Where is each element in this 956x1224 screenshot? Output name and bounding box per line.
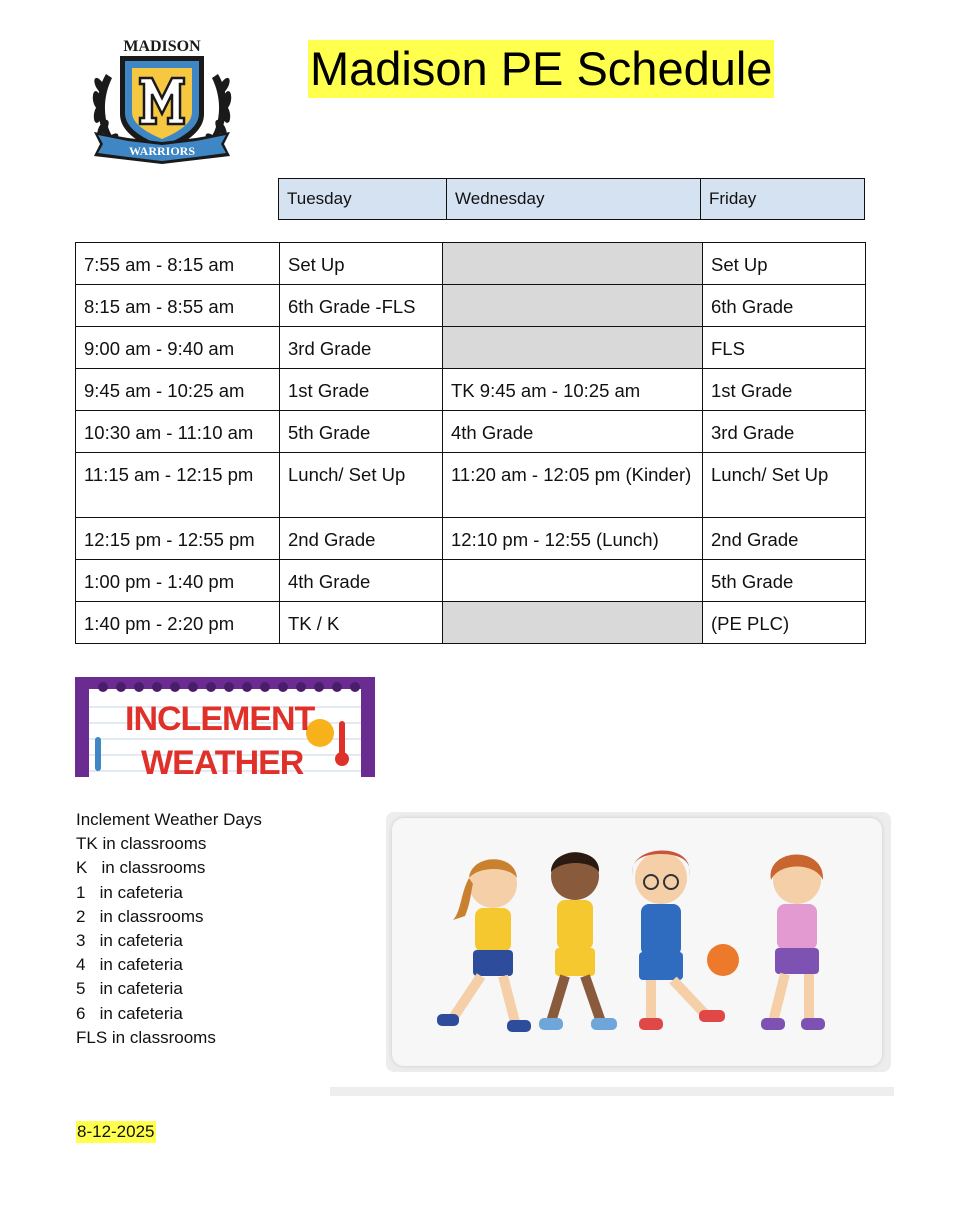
schedule-tuesday-cell: Lunch/ Set Up [280, 453, 443, 518]
logo-ribbon-text: WARRIORS [128, 144, 196, 158]
schedule-row [76, 602, 866, 644]
schedule-friday-cell: 2nd Grade [703, 518, 866, 560]
schedule-row [76, 369, 866, 411]
inclement-weather-item: K in classrooms [76, 858, 206, 878]
inclement-weather-item: 3 in cafeteria [76, 931, 183, 951]
schedule-row [76, 560, 866, 602]
day-header-friday: Friday [701, 179, 865, 220]
inclement-weather-items [76, 832, 262, 1050]
madison-warriors-logo [88, 34, 236, 168]
kid-yellow-jersey [539, 852, 617, 1030]
inclement-weather-item: 2 in classrooms [76, 906, 204, 926]
schedule-tuesday-cell: 4th Grade [280, 560, 443, 602]
schedule-row [76, 411, 866, 453]
schedule-row [76, 327, 866, 369]
schedule-friday-cell: 6th Grade [703, 285, 866, 327]
banner-line2: WEATHER [141, 744, 304, 777]
banner-line1: INCLEMENT [125, 700, 315, 738]
day-header-tuesday: Tuesday [279, 179, 447, 220]
schedule-time-cell: 9:45 am - 10:25 am [76, 369, 280, 411]
schedule-time-cell: 12:15 pm - 12:55 pm [76, 518, 280, 560]
schedule-row [76, 453, 866, 518]
inclement-weather-list [76, 808, 262, 1050]
schedule-wednesday-cell [443, 285, 703, 327]
kids-playing-basketball-image [405, 832, 865, 1048]
schedule-time-cell: 9:00 am - 9:40 am [76, 327, 280, 369]
schedule-time-cell: 1:40 pm - 2:20 pm [76, 602, 280, 644]
logo-top-text: MADISON [123, 38, 201, 55]
schedule-tuesday-cell: TK / K [280, 602, 443, 644]
schedule-friday-cell: 1st Grade [703, 369, 866, 411]
schedule-wednesday-cell: 4th Grade [443, 411, 703, 453]
day-header-row [279, 179, 865, 220]
day-header-wednesday: Wednesday [447, 179, 701, 220]
schedule-tuesday-cell: 2nd Grade [280, 518, 443, 560]
schedule-wednesday-cell: 11:20 am - 12:05 pm (Kinder) [443, 453, 703, 518]
schedule-friday-cell: 3rd Grade [703, 411, 866, 453]
schedule-tuesday-cell: 3rd Grade [280, 327, 443, 369]
kid-yellow-shirt [437, 859, 531, 1032]
schedule-friday-cell: Lunch/ Set Up [703, 453, 866, 518]
kid-blue-jersey [632, 850, 739, 1030]
schedule-body [76, 243, 866, 644]
schedule-friday-cell: (PE PLC) [703, 602, 866, 644]
inclement-weather-item: 1 in cafeteria [76, 882, 183, 902]
schedule-tuesday-cell: 6th Grade -FLS [280, 285, 443, 327]
schedule-time-cell: 7:55 am - 8:15 am [76, 243, 280, 285]
schedule-row [76, 285, 866, 327]
inclement-weather-heading: Inclement Weather Days [76, 810, 262, 829]
schedule-wednesday-cell [443, 602, 703, 644]
schedule-table [75, 242, 866, 644]
inclement-weather-item: FLS in classrooms [76, 1027, 216, 1047]
schedule-tuesday-cell: 5th Grade [280, 411, 443, 453]
page-title: Madison PE Schedule [308, 40, 774, 98]
inclement-weather-item: 6 in cafeteria [76, 1003, 183, 1023]
inclement-weather-item: 4 in cafeteria [76, 955, 183, 975]
schedule-wednesday-cell [443, 327, 703, 369]
day-header-table [278, 178, 865, 220]
schedule-wednesday-cell [443, 243, 703, 285]
inclement-weather-banner [75, 677, 375, 777]
schedule-time-cell: 8:15 am - 8:55 am [76, 285, 280, 327]
schedule-time-cell: 11:15 am - 12:15 pm [76, 453, 280, 518]
inclement-weather-item: TK in classrooms [76, 834, 207, 854]
schedule-time-cell: 1:00 pm - 1:40 pm [76, 560, 280, 602]
schedule-friday-cell: Set Up [703, 243, 866, 285]
schedule-tuesday-cell: Set Up [280, 243, 443, 285]
schedule-tuesday-cell: 1st Grade [280, 369, 443, 411]
kid-pink-shirt [761, 854, 825, 1030]
schedule-row [76, 518, 866, 560]
schedule-friday-cell: 5th Grade [703, 560, 866, 602]
schedule-friday-cell: FLS [703, 327, 866, 369]
schedule-time-cell: 10:30 am - 11:10 am [76, 411, 280, 453]
inclement-weather-item: 5 in cafeteria [76, 979, 183, 999]
schedule-wednesday-cell [443, 560, 703, 602]
schedule-row [76, 243, 866, 285]
schedule-wednesday-cell: 12:10 pm - 12:55 (Lunch) [443, 518, 703, 560]
divider-bar [330, 1087, 894, 1096]
document-date: 8-12-2025 [77, 1122, 155, 1141]
schedule-wednesday-cell: TK 9:45 am - 10:25 am [443, 369, 703, 411]
